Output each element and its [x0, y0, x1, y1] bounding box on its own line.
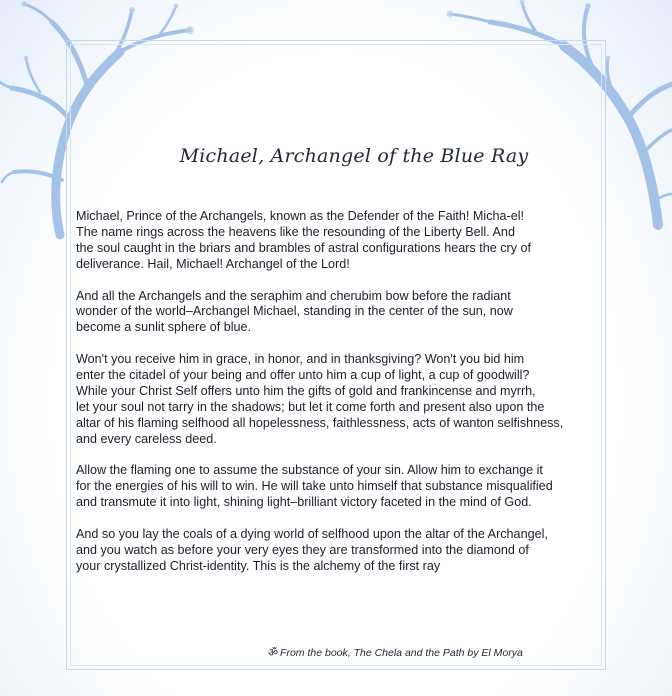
page-title: Michael, Archangel of the Blue Ray — [179, 145, 529, 167]
paragraph: Allow the flaming one to assume the substance of your sin. Allow him to exchange it for the energies of his will to win. He will take unto himself that substance misqualified and transmute it into light, shining light–brilliant victory faceted in the mind of God. — [76, 463, 553, 510]
paragraph: Won't you receive him in grace, in honor, and in thanksgiving? Won't you bid him enter the citadel of your being and offer unto him a cup of light, a cup of goodwill? While your Christ Self offers unto him the gifts of gold and frankincense and myrrh, let your soul not tarry in the shadows; but let it come forth and present also upon the altar of his flaming selfhood all hopelessness, faithlessness, acts of wanton selfishness, and every careless deed. — [76, 352, 564, 446]
paragraph: And all the Archangels and the seraphim and cherubim bow before the radiant wonder of the world–Archangel Michael, standing in the center of the sun, now become a sunlit sphere of blue. — [76, 288, 513, 335]
article-body — [76, 209, 604, 591]
paragraph: And so you lay the coals of a dying world of selfhood upon the altar of the Archangel, and you watch as before your very eyes they are transformed into the diamond of your crystallized Christ-identity. This is the alchemy of the first ray — [76, 527, 548, 573]
source-citation — [268, 645, 523, 660]
om-symbol-icon: ॐ — [268, 647, 279, 659]
source-text: From the book, The Chela and the Path by El Morya — [280, 647, 523, 659]
paragraph: Michael, Prince of the Archangels, known as the Defender of the Faith! Micha-el! The name rings across the heavens like the resounding of the Liberty Bell. And the soul caught in the briars and brambles of astral configurations hears the cry of deliverance. Hail, Michael! Archangel of the Lord! — [76, 209, 532, 271]
